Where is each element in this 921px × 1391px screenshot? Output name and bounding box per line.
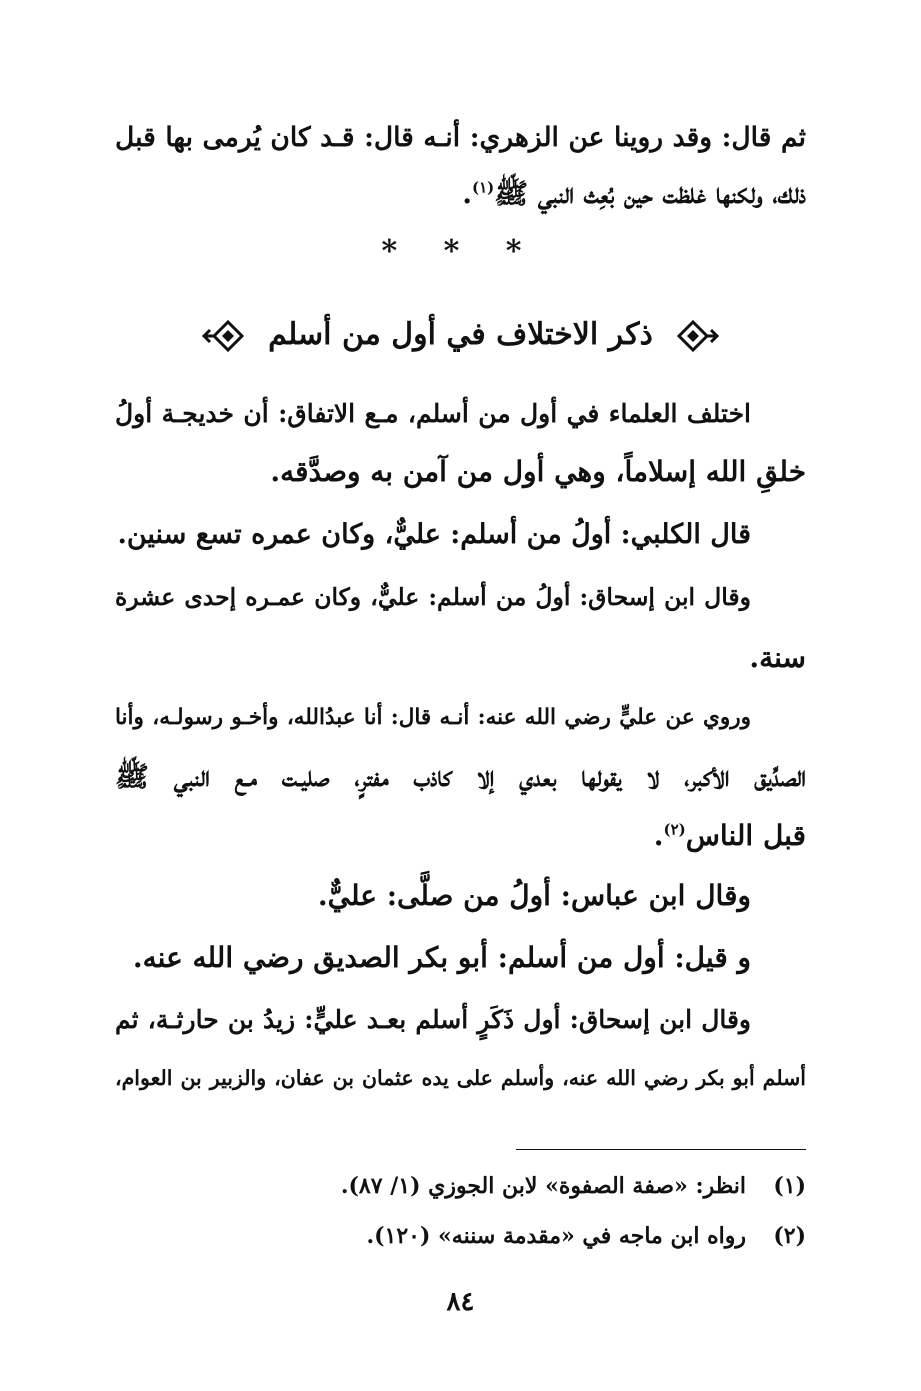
text-line: وروي عن عليٍّ رضي الله عنه: أنـه قال: أنا عبدُالله، وأخـو رسولـه، وأنا [115,705,751,730]
text-line: خلقِ الله إسلاماً، وهي أول من آمن به وصدَّقه. [270,455,806,488]
text-line [115,816,806,856]
text-line: الصدِّيق الأكبر، لا يقولها بعدي إلا كاذب مفترٍ، صليـت مـع النبي ﷺ [115,760,806,793]
ornament-right-icon [673,316,721,356]
text-line: قال الكلبي: أولُ من أسلم: عليٌّ، وكان عمره تسع سنين. [117,519,751,550]
ornament-left-icon [200,316,248,356]
footnote-ref: (١) [471,178,495,197]
text-line: سنة. [749,641,806,674]
footnote-divider [516,1149,806,1150]
section-separator: * * * [381,234,540,269]
footnote-text: رواه ابن ماجه في «مقدمة سننه» (١٢٠). [366,1223,746,1249]
text-line: أسلم أبو بكر رضي الله عنه، وأسلم على يده عثمان بن عفان، والزبير بن العوام، [115,1066,806,1090]
text-line: و قيل: أول من أسلم: أبو بكر الصديق رضي الله عنه. [132,941,751,974]
text-span: قبل الناس [685,819,806,852]
text-span: . [462,177,472,210]
text-line: اختلف العلماء في أول من أسلم، مـع الاتفاق: أن خديجـة أولُ [115,399,751,428]
text-line: وقال ابن إسحاق: أولُ من أسلم: عليٌّ، وكان عمـره إحدى عشرة [115,583,751,611]
text-line: وقال ابن عباس: أولُ من صلَّى: عليٌّ. [317,879,751,912]
section-heading [0,310,921,360]
text-line [115,174,806,214]
page-number: ٨٤ [446,1287,475,1317]
footnote [115,1170,806,1202]
footnote [115,1220,806,1252]
section-title: ذكر الاختلاف في أول من أسلم [268,317,653,352]
text-span: ذلك، ولكنها غلظت حين بُعِث النبي ﷺ [494,177,806,210]
footnote-text: انظر: «صفة الصفوة» لابن الجوزي (١/ ٨٧). [340,1173,746,1199]
footnote-number: (١) [773,1173,806,1199]
text-span: . [653,819,664,852]
text-line: وقال ابن إسحاق: أول ذَكَرٍ أسلم بعـد عليٍّ: زيدُ بن حارثـة، ثم [115,1005,751,1034]
footnote-ref: (٢) [663,820,686,839]
text-line: ثم قال: وقد روينا عن الزهري: أنـه قال: قـد كان يُرمى بها قبل [115,122,806,153]
footnote-number: (٢) [773,1223,806,1249]
